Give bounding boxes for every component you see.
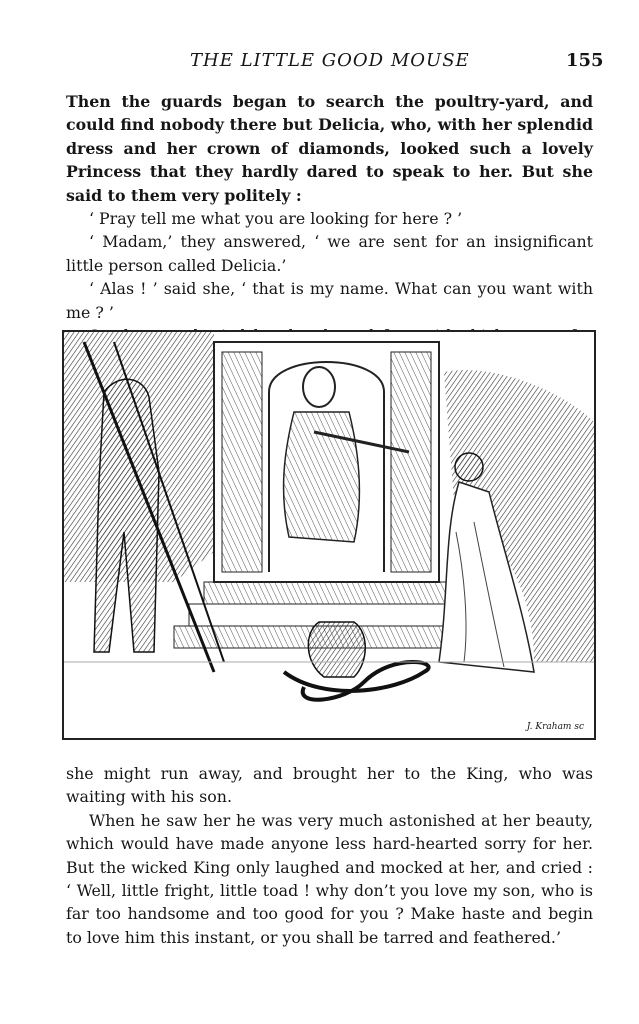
running-title: THE LITTLE GOOD MOUSE <box>190 50 470 71</box>
jug <box>308 622 365 677</box>
engraving-illustration <box>64 332 594 738</box>
paragraph: ‘ Alas ! ’ said she, ‘ that is my name. What can you want with me ? ’ <box>66 279 593 322</box>
text-block-top <box>66 90 593 371</box>
text-block-bottom <box>66 762 593 949</box>
paragraph: Then the guards began to search the poultry-yard, and could find nobody there but Delicia, who, with her splendid dress and her crown of diamonds, looked such a lovely Princess that they hardly dared to speak to her. But she said to them very politely : <box>66 92 593 205</box>
throne-steps <box>204 582 449 604</box>
running-head <box>0 50 639 76</box>
king-figure <box>303 367 335 407</box>
princess-figure <box>455 453 483 481</box>
paragraph: When he saw her he was very much astonished at her beauty, which would have made anyone less hard-hearted sorry for her. But the wicked King only laughed and mocked at her, and cried : ‘ Well, little fright, little toad ! why don’t you love my son, who is far too handsome and too good for you ? Make haste and begin to love him this instant, or you shall be tarred and feathered.’ <box>66 810 593 947</box>
paragraph: ‘ Madam,’ they answered, ‘ we are sent for an insignificant little person called Delicia.’ <box>66 232 593 275</box>
illustration <box>62 330 596 740</box>
paragraph: ‘ Pray tell me what you are looking for here ? ’ <box>89 209 463 229</box>
engraver-signature: J. Kraham sc <box>526 722 584 732</box>
guard-figure <box>94 379 159 652</box>
paragraph: she might run away, and brought her to the King, who was waiting with his son. <box>66 764 593 807</box>
page-number: 155 <box>566 50 604 71</box>
